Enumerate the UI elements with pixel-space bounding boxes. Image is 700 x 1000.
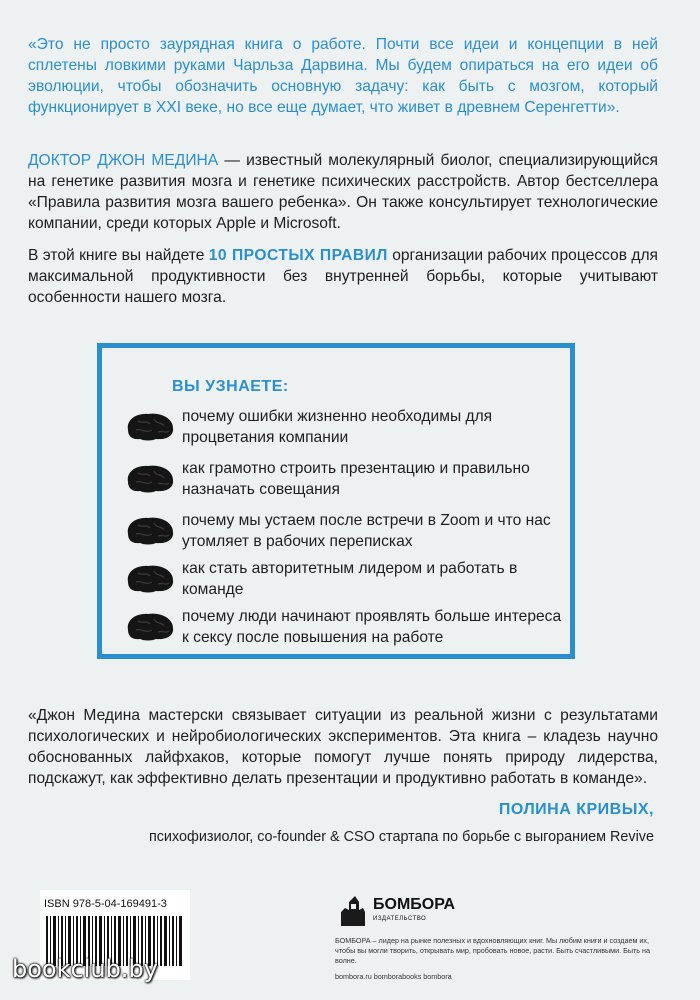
isbn-label: ISBN 978-5-04-169491-3 (44, 898, 167, 910)
author-name: ДОКТОР ДЖОН МЕДИНА (28, 152, 219, 169)
brain-icon (124, 564, 176, 594)
publisher-tagline: БОМБОРА – лидер на рынке полезных и вдохновляющих книг. Мы любим книги и создаем их, чтобы вы могли творить, открывать мир, пробовать новое, расти. Быть счастливыми. Быть на волне. (335, 936, 651, 965)
learn-item-text: почему мы устаем после встречи в Zoom и что нас утомляет в рабочих переписках (182, 512, 551, 550)
learn-item-text: почему ошибки жизненно необходимы для процветания компании (182, 408, 493, 446)
top-quote: «Это не просто заурядная книга о работе. Почти все идеи и концепции в ней сплетены ловкими руками Чарльза Дарвина. Мы будем опираться на его идеи об эволюции, чтобы обозначить основную задачу: как быть с мозгом, который функционирует в XXI веке, но все еще думает, что живет в древнем Серенгетти». (28, 36, 658, 116)
learn-item (112, 558, 572, 604)
publisher-sub: ИЗДАТЕЛЬСТВО (373, 916, 427, 922)
brain-icon (124, 464, 176, 494)
reviewer-role: психофизиолог, co-founder & CSO стартапа по борьбе с выгоранием Revive (148, 829, 654, 845)
publisher-logo-icon (335, 892, 369, 928)
learn-box (97, 343, 575, 659)
brain-icon (124, 516, 176, 546)
intro-before: В этой книге вы найдете (28, 247, 209, 264)
author-bio-text: — известный молекулярный биолог, специализирующийся на генетике развития мозга и генетике психических расстройств. Автор бестселлера «Правила развития мозга вашего ребенка». Он также консультирует технологические компании, среди которых Apple и Microsoft. (28, 152, 658, 232)
watermark: bookclub.by (12, 955, 158, 983)
publisher-socials: bombora.ru bomborabooks bombora (335, 972, 452, 981)
learn-box-title: ВЫ УЗНАЕТЕ: (172, 378, 289, 395)
reviewer-name: ПОЛИНА КРИВЫХ, (498, 801, 654, 818)
publisher-name: БОМБОРА (373, 896, 456, 913)
learn-item (112, 406, 572, 452)
intro-after: организации рабочих процессов для максимальной продуктивности без внутренней борьбы, которые учитывают особенности нашего мозга. (28, 247, 658, 306)
learn-item (112, 458, 572, 504)
learn-item (112, 510, 572, 556)
intro-highlight: 10 ПРОСТЫХ ПРАВИЛ (208, 247, 388, 264)
author-bio (28, 150, 658, 234)
publisher-logo (335, 890, 475, 930)
brain-icon (124, 612, 176, 642)
learn-item-text: как грамотно строить презентацию и правильно назначать совещания (182, 460, 530, 498)
learn-item-text: почему люди начинают проявлять больше интереса к сексу после повышения на работе (182, 608, 562, 646)
brain-icon (124, 412, 176, 442)
learn-item-text: как стать авторитетным лидером и работать в команде (182, 560, 518, 598)
intro-paragraph (28, 245, 658, 308)
review-quote: «Джон Медина мастерски связывает ситуации из реальной жизни с результатами психологических и нейробиологических экспериментов. Эта книга – кладезь научно обоснованных лайфхаков, которые помогут лучше понять природу лидерства, подскажут, как эффективно делать презентации и продуктивно работать в команде». (28, 707, 658, 787)
learn-item (112, 606, 572, 652)
